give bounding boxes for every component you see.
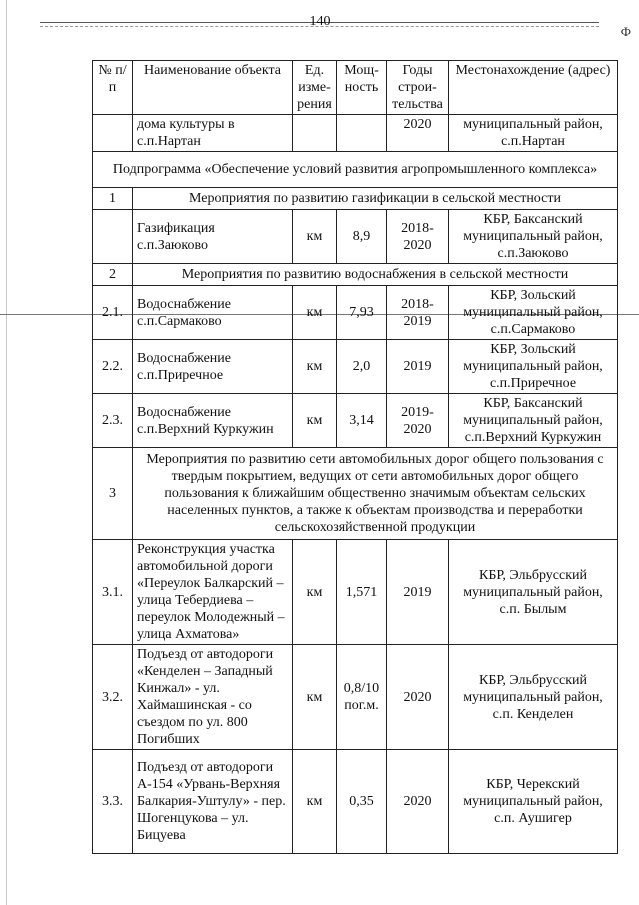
cell-power: 1,571 — [337, 540, 387, 645]
header-power: Мощ-ность — [337, 61, 387, 115]
cell-location: КБР, Эльбрусский муниципальный район, с.п. Былым — [449, 540, 618, 645]
cell-power: 0,8/10 пог.м. — [337, 645, 387, 750]
section-title: Мероприятия по развитию водоснабжения в сельской местности — [133, 264, 618, 286]
section-row — [93, 264, 618, 286]
cell-name: Водоснабжение с.п.Сармаково — [133, 286, 293, 340]
corner-mark: Ф — [620, 24, 631, 39]
table-row — [93, 750, 618, 854]
cell-name: Подъезд от автодороги «Кенделен – Западный Кинжал» - ул. Хаймашинская - со съездом по ул. 800 Погибших — [133, 645, 293, 750]
section-title: Мероприятия по развитию газификации в сельской местности — [133, 188, 618, 210]
section-num: 2 — [93, 264, 133, 286]
cell-num: 2.1. — [93, 286, 133, 340]
header-years: Годы строи-тельства — [387, 61, 449, 115]
cell-years: 2020 — [387, 115, 449, 152]
cell-years: 2018-2020 — [387, 210, 449, 264]
cell-power: 2,0 — [337, 340, 387, 394]
section-title: Мероприятия по развитию сети автомобильных дорог общего пользования с твердым покрытием, ведущих от сети автомобильных дорог общего пользования к ближайшим общественно значимым объектам сельских населенных пунктов, а также к объектам производства и переработки сельскохозяйственной продукции — [133, 448, 618, 540]
cell-location: КБР, Баксанский муниципальный район, с.п.Верхний Куркужин — [449, 394, 618, 448]
table-header-row — [93, 61, 618, 115]
scan-left-edge — [6, 0, 7, 905]
cell-location: КБР, Зольский муниципальный район, с.п.Сармаково — [449, 286, 618, 340]
cell-num: 3.1. — [93, 540, 133, 645]
cell-num — [93, 210, 133, 264]
cell-power: 7,93 — [337, 286, 387, 340]
cell-num: 2.3. — [93, 394, 133, 448]
cell-name: Подъезд от автодороги А-154 «Урвань-Верхняя Балкария-Уштулу» - пер. Шогенцукова – ул. Бицуева — [133, 750, 293, 854]
cell-name: Реконструкция участка автомобильной дороги «Переулок Балкарский – улица Тебердиева – переулок Молодежный – улица Ахматова» — [133, 540, 293, 645]
header-unit: Ед. изме-рения — [293, 61, 337, 115]
cell-unit: км — [293, 394, 337, 448]
cell-years: 2019-2020 — [387, 394, 449, 448]
table-row — [93, 540, 618, 645]
cell-location: КБР, Эльбрусский муниципальный район, с.п. Кенделен — [449, 645, 618, 750]
subprogram-title: Подпрограмма «Обеспечение условий развития агропромышленного комплекса» — [93, 152, 618, 188]
section-num: 3 — [93, 448, 133, 540]
cell-unit: км — [293, 750, 337, 854]
cell-location: КБР, Баксанский муниципальный район, с.п.Заюково — [449, 210, 618, 264]
page-number: 140 — [309, 14, 331, 29]
header-name: Наименование объекта — [133, 61, 293, 115]
cell-power: 8,9 — [337, 210, 387, 264]
objects-table — [92, 60, 618, 854]
cell-years: 2020 — [387, 750, 449, 854]
table-row — [93, 286, 618, 340]
cell-num — [93, 115, 133, 152]
table-row — [93, 645, 618, 750]
cell-unit: км — [293, 340, 337, 394]
cell-name: Водоснабжение с.п.Приречное — [133, 340, 293, 394]
cell-location: КБР, Зольский муниципальный район, с.п.Приречное — [449, 340, 618, 394]
cell-years: 2019 — [387, 540, 449, 645]
cell-name: Водоснабжение с.п.Верхний Куркужин — [133, 394, 293, 448]
cell-num: 3.3. — [93, 750, 133, 854]
header-location: Местонахождение (адрес) — [449, 61, 618, 115]
cell-name: Газификация с.п.Заюково — [133, 210, 293, 264]
cell-unit: км — [293, 286, 337, 340]
subprogram-row — [93, 152, 618, 188]
cell-years: 2020 — [387, 645, 449, 750]
section-num: 1 — [93, 188, 133, 210]
cell-location: муниципальный район, с.п.Нартан — [449, 115, 618, 152]
table-row — [93, 115, 618, 152]
table-row — [93, 394, 618, 448]
cell-num: 2.2. — [93, 340, 133, 394]
cell-unit — [293, 115, 337, 152]
table-row — [93, 340, 618, 394]
cell-name: дома культуры в с.п.Нартан — [133, 115, 293, 152]
cell-unit: км — [293, 540, 337, 645]
cell-power: 0,35 — [337, 750, 387, 854]
cell-power: 3,14 — [337, 394, 387, 448]
cell-unit: км — [293, 645, 337, 750]
section-row — [93, 448, 618, 540]
cell-power — [337, 115, 387, 152]
cell-unit: км — [293, 210, 337, 264]
cell-num: 3.2. — [93, 645, 133, 750]
cell-years: 2019 — [387, 340, 449, 394]
cell-years: 2018-2019 — [387, 286, 449, 340]
header-num: № п/п — [93, 61, 133, 115]
section-row — [93, 188, 618, 210]
cell-location: КБР, Черекский муниципальный район, с.п. Аушигер — [449, 750, 618, 854]
table-row — [93, 210, 618, 264]
